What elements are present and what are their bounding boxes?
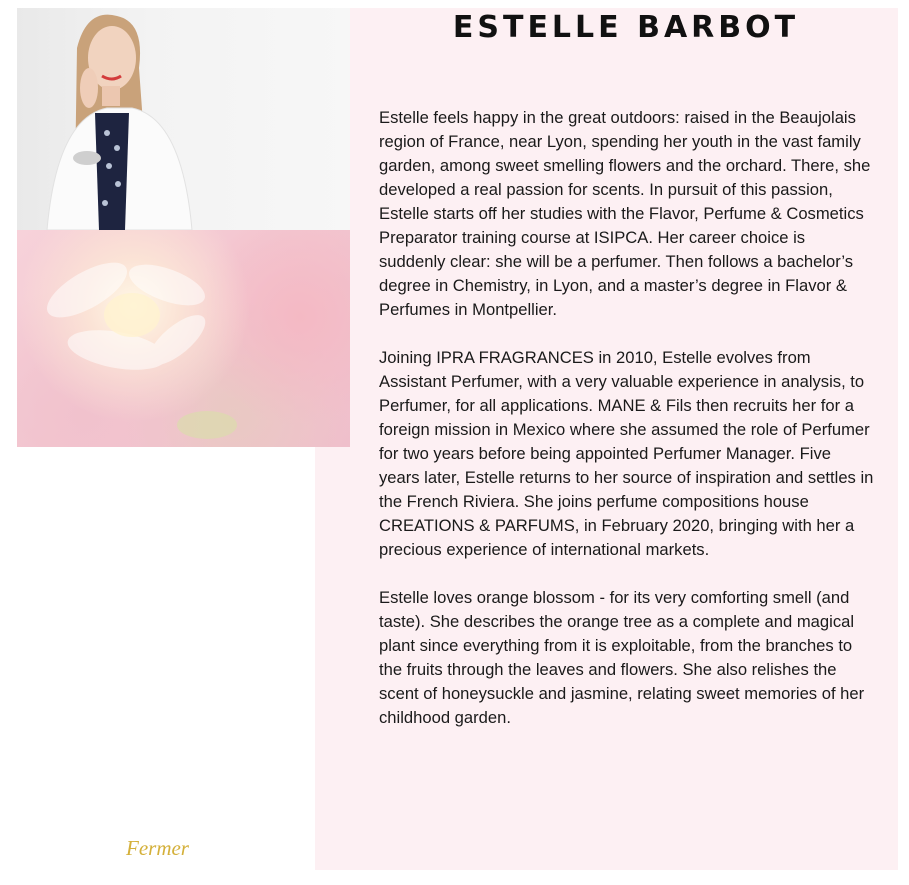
flowers-illustration bbox=[17, 230, 350, 447]
top-shape bbox=[95, 113, 129, 230]
bio-paragraph: Estelle loves orange blossom - for its very comforting smell (and taste). She describes the orange tree as a complete and magical plant since everything from it is exploitable, from the branches to the fruits through the leaves and flowers. She also relishes the scent of honeysuckle and jasmine, relating sweet memories of her childhood garden. bbox=[379, 588, 865, 727]
flower-center bbox=[104, 293, 160, 337]
bracelet-shape bbox=[73, 151, 101, 165]
portrait-photo bbox=[17, 8, 350, 230]
bio-text bbox=[379, 106, 875, 754]
hand-shape bbox=[80, 68, 98, 108]
close-link[interactable]: Fermer bbox=[126, 836, 189, 860]
neck-shape bbox=[102, 86, 120, 106]
flowers-photo bbox=[17, 230, 350, 447]
bio-paragraph: Estelle feels happy in the great outdoors: raised in the Beaujolais region of France, near Lyon, spending her youth in the vast family garden, among sweet smelling flowers and the orchard. There, she developed a real passion for scents. In pursuit of this passion, Estelle starts off her studies with the Flavor, Perfume & Cosmetics Preparator training course at ISIPCA. Her career choice is suddenly clear: she will be a perfumer. Then follows a bachelor’s degree in Chemistry, in Lyon, and a master’s degree in Flavor & Perfumes in Montpellier. bbox=[379, 108, 871, 319]
profile-name: ESTELLE BARBOT bbox=[452, 10, 800, 45]
portrait-illustration bbox=[17, 8, 350, 230]
bio-paragraph: Joining IPRA FRAGRANCES in 2010, Estelle evolves from Assistant Perfumer, with a very valuable experience in analysis, to Perfumer, for all applications. MANE & Fils then recruits her for a foreign mission in Mexico where she assumed the role of Perfumer for two years before being appointed Perfumer Manager. Five years later, Estelle returns to her source of inspiration and settles in the French Riviera. She joins perfume compositions house CREATIONS & PARFUMS, in February 2020, bringing with her a precious experience of international markets. bbox=[379, 348, 874, 559]
bud-shape bbox=[177, 411, 237, 439]
